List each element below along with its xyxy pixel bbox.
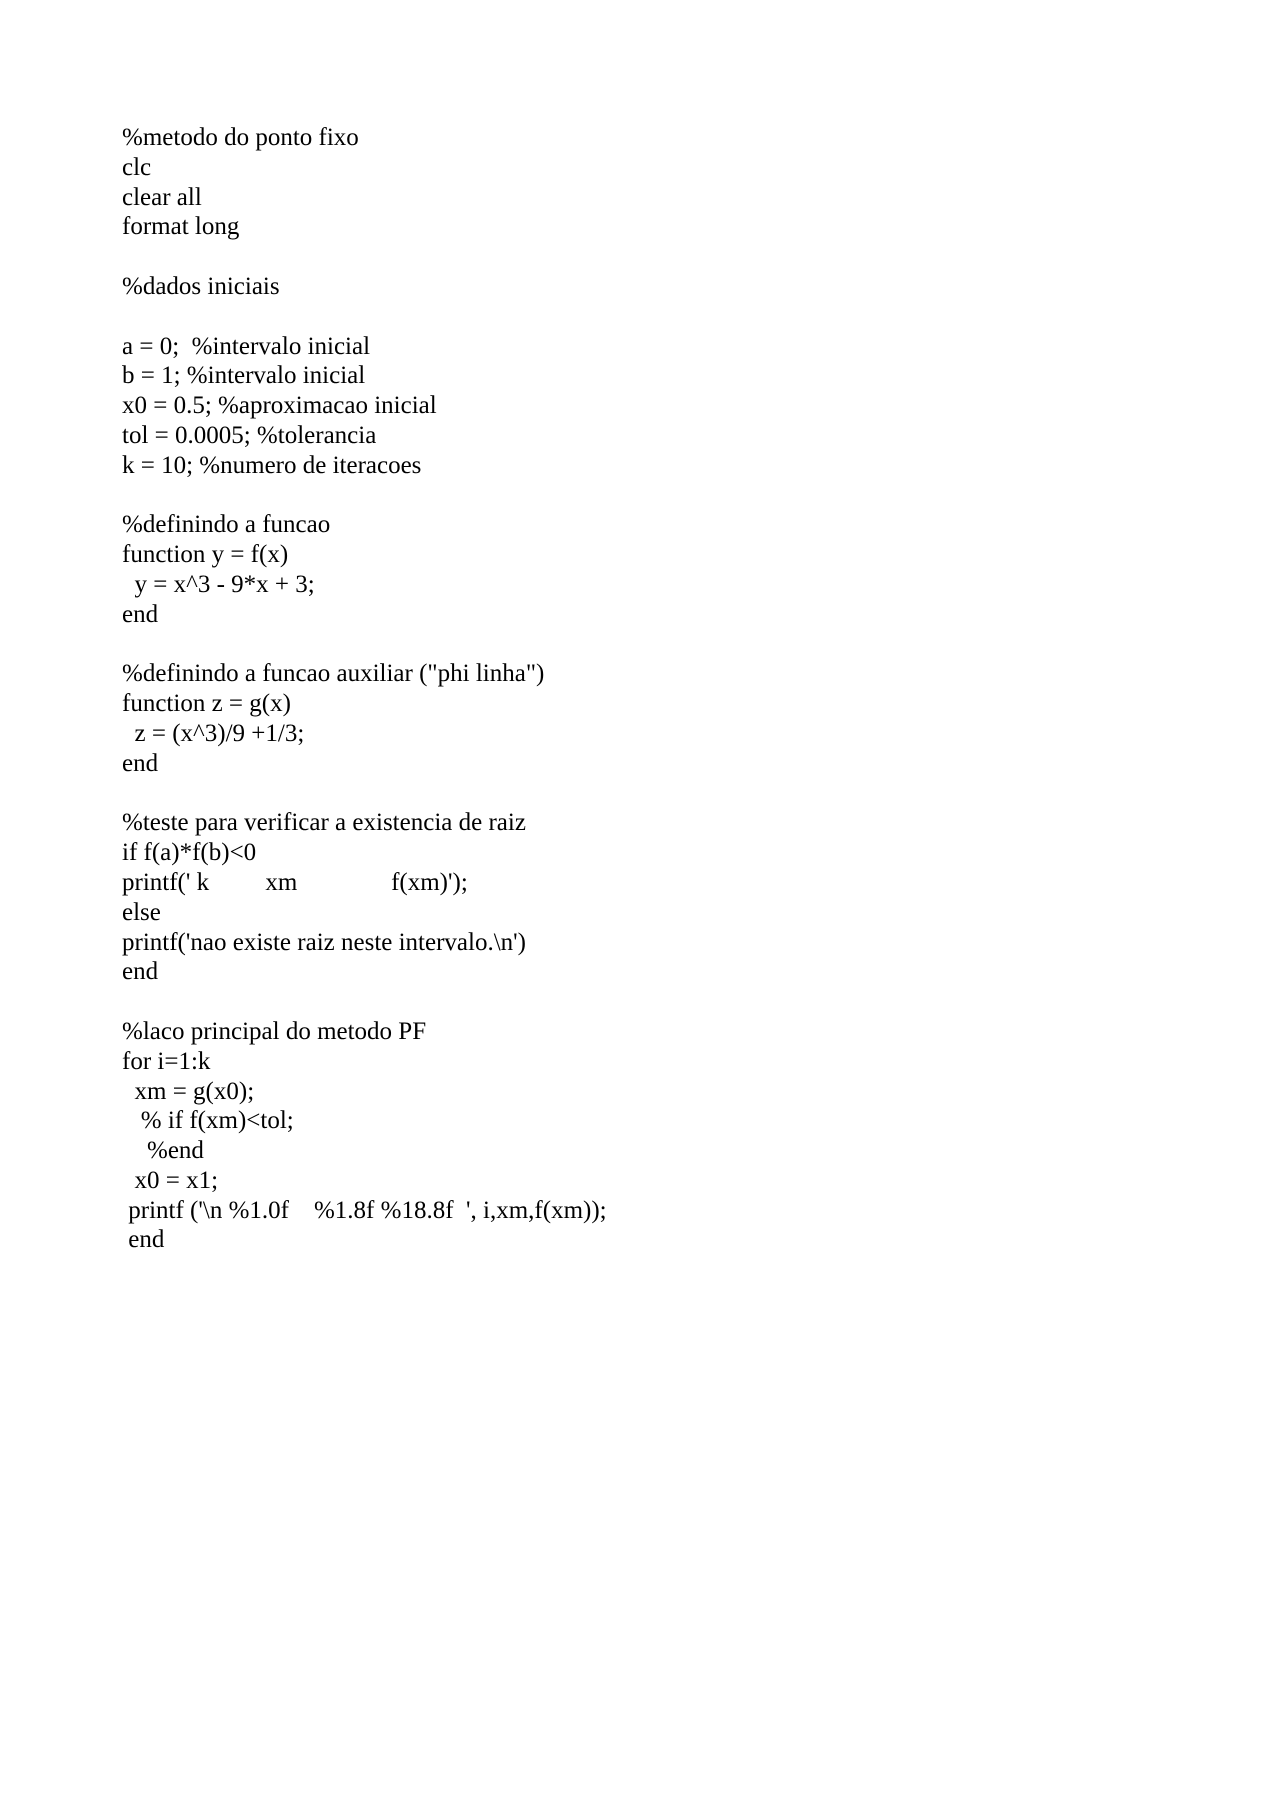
code-line bbox=[122, 987, 607, 1017]
code-line: z = (x^3)/9 +1/3; bbox=[122, 719, 305, 747]
code-line: x0 = 0.5; %aproximacao inicial bbox=[122, 392, 437, 420]
code-line: end bbox=[122, 1226, 165, 1254]
code-line: end bbox=[122, 958, 159, 986]
code-line: %teste para verificar a existencia de raiz bbox=[122, 809, 526, 837]
code-line: tol = 0.0005; %tolerancia bbox=[122, 421, 377, 449]
code-line: % if f(xm)<tol; bbox=[122, 1107, 294, 1135]
code-line: printf(' k xm f(xm)'); bbox=[122, 868, 468, 896]
code-line: if f(a)*f(b)<0 bbox=[122, 839, 257, 867]
code-line: %metodo do ponto fixo bbox=[122, 124, 359, 151]
code-line: %end bbox=[122, 1137, 204, 1165]
code-line: end bbox=[122, 600, 159, 628]
code-line: x0 = x1; bbox=[122, 1166, 219, 1194]
code-line bbox=[122, 630, 607, 660]
code-line: clear all bbox=[122, 183, 202, 211]
code-line: function z = g(x) bbox=[122, 690, 291, 718]
code-line: a = 0; %intervalo inicial bbox=[122, 332, 371, 360]
code-line: function y = f(x) bbox=[122, 541, 289, 569]
code-line: %dados iniciais bbox=[122, 272, 280, 300]
code-line: %definindo a funcao bbox=[122, 511, 331, 539]
code-line: xm = g(x0); bbox=[122, 1077, 255, 1105]
code-line: format long bbox=[122, 213, 240, 241]
code-line: b = 1; %intervalo inicial bbox=[122, 362, 366, 390]
code-line: end bbox=[122, 749, 159, 777]
code-line: clc bbox=[122, 153, 152, 181]
code-line bbox=[122, 242, 607, 272]
code-line: k = 10; %numero de iteracoes bbox=[122, 451, 422, 479]
code-listing bbox=[122, 123, 607, 1255]
code-line: y = x^3 - 9*x + 3; bbox=[122, 570, 315, 598]
code-line: printf ('\n %1.0f %1.8f %18.8f ', i,xm,f(xm)); bbox=[122, 1196, 607, 1224]
code-line bbox=[122, 481, 607, 511]
code-line: %laco principal do metodo PF bbox=[122, 1017, 427, 1045]
code-line: %definindo a funcao auxiliar ("phi linha") bbox=[122, 660, 545, 688]
code-line: for i=1:k bbox=[122, 1047, 211, 1075]
code-line: printf('nao existe raiz neste intervalo.\n') bbox=[122, 928, 526, 956]
code-line bbox=[122, 302, 607, 332]
code-line bbox=[122, 779, 607, 809]
code-line: else bbox=[122, 898, 161, 926]
